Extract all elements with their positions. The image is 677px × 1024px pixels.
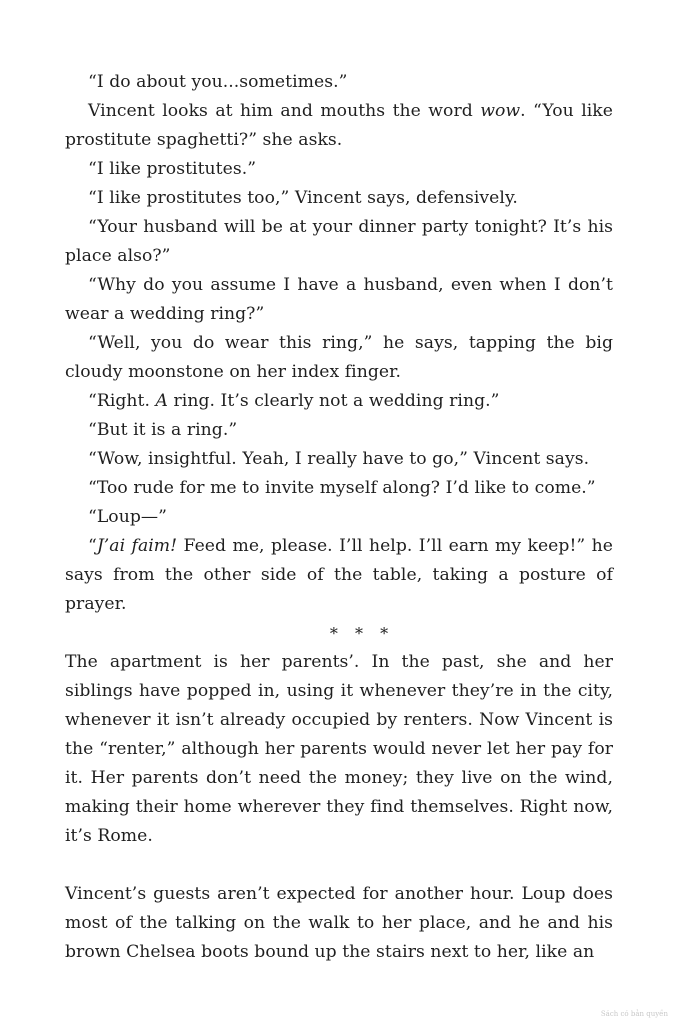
dialogue-paragraph: “I like prostitutes.” bbox=[88, 159, 257, 179]
italic-phrase: J’ai faim! bbox=[96, 536, 178, 556]
dialogue-paragraph: “Too rude for me to invite myself along? I’d like to come.” bbox=[88, 478, 596, 498]
italic-word: A bbox=[155, 391, 168, 411]
dialogue-paragraph: “Why do you assume I have a husband, even when I don’t wear a wedding ring?” bbox=[65, 275, 613, 324]
text-run: “ bbox=[88, 536, 97, 556]
section-break: * * * bbox=[329, 624, 395, 643]
narration-paragraph bbox=[65, 97, 613, 155]
copyright-watermark: Sách có bản quyền bbox=[600, 1010, 668, 1018]
text-run: “Right. bbox=[88, 391, 156, 411]
dialogue-paragraph: “Your husband will be at your dinner party tonight? It’s his place also?” bbox=[65, 217, 613, 266]
dialogue-paragraph: “I do about you...sometimes.” bbox=[88, 72, 348, 92]
narration-paragraph: The apartment is her parents’. In the past, she and her siblings have popped in, using it whenever they’re in the city, whenever it isn’t already occupied by renters. Now Vincent is the “renter,” although her parents would never let her pay for it. Her parents don’t need the money; they live on the wind, making their home wherever they find themselves. Right now, it’s Rome. bbox=[65, 652, 613, 846]
italic-word: wow bbox=[480, 101, 521, 121]
paragraph-spacer bbox=[65, 851, 613, 880]
book-page bbox=[65, 68, 613, 967]
dialogue-paragraph: “Well, you do wear this ring,” he says, tapping the big cloudy moonstone on her index finger. bbox=[65, 333, 613, 382]
narration-paragraph: Vincent’s guests aren’t expected for another hour. Loup does most of the talking on the walk to her place, and he and his brown Chelsea boots bound up the stairs next to her, like an bbox=[65, 884, 613, 962]
text-run: Feed me, please. I’ll help. I’ll earn my keep!” he says from the other side of the table, taking a posture of prayer. bbox=[65, 536, 613, 614]
dialogue-paragraph bbox=[65, 387, 613, 416]
dialogue-paragraph: “Loup—” bbox=[88, 507, 167, 527]
text-run: . “You like prostitute spaghetti?” she asks. bbox=[65, 101, 613, 150]
dialogue-paragraph: “But it is a ring.” bbox=[88, 420, 238, 440]
text-run: Vincent looks at him and mouths the word bbox=[88, 101, 481, 121]
text-run: ring. It’s clearly not a wedding ring.” bbox=[168, 391, 500, 411]
dialogue-paragraph: “Wow, insightful. Yeah, I really have to go,” Vincent says. bbox=[88, 449, 590, 469]
dialogue-paragraph bbox=[65, 532, 613, 619]
dialogue-paragraph: “I like prostitutes too,” Vincent says, defensively. bbox=[88, 188, 518, 208]
